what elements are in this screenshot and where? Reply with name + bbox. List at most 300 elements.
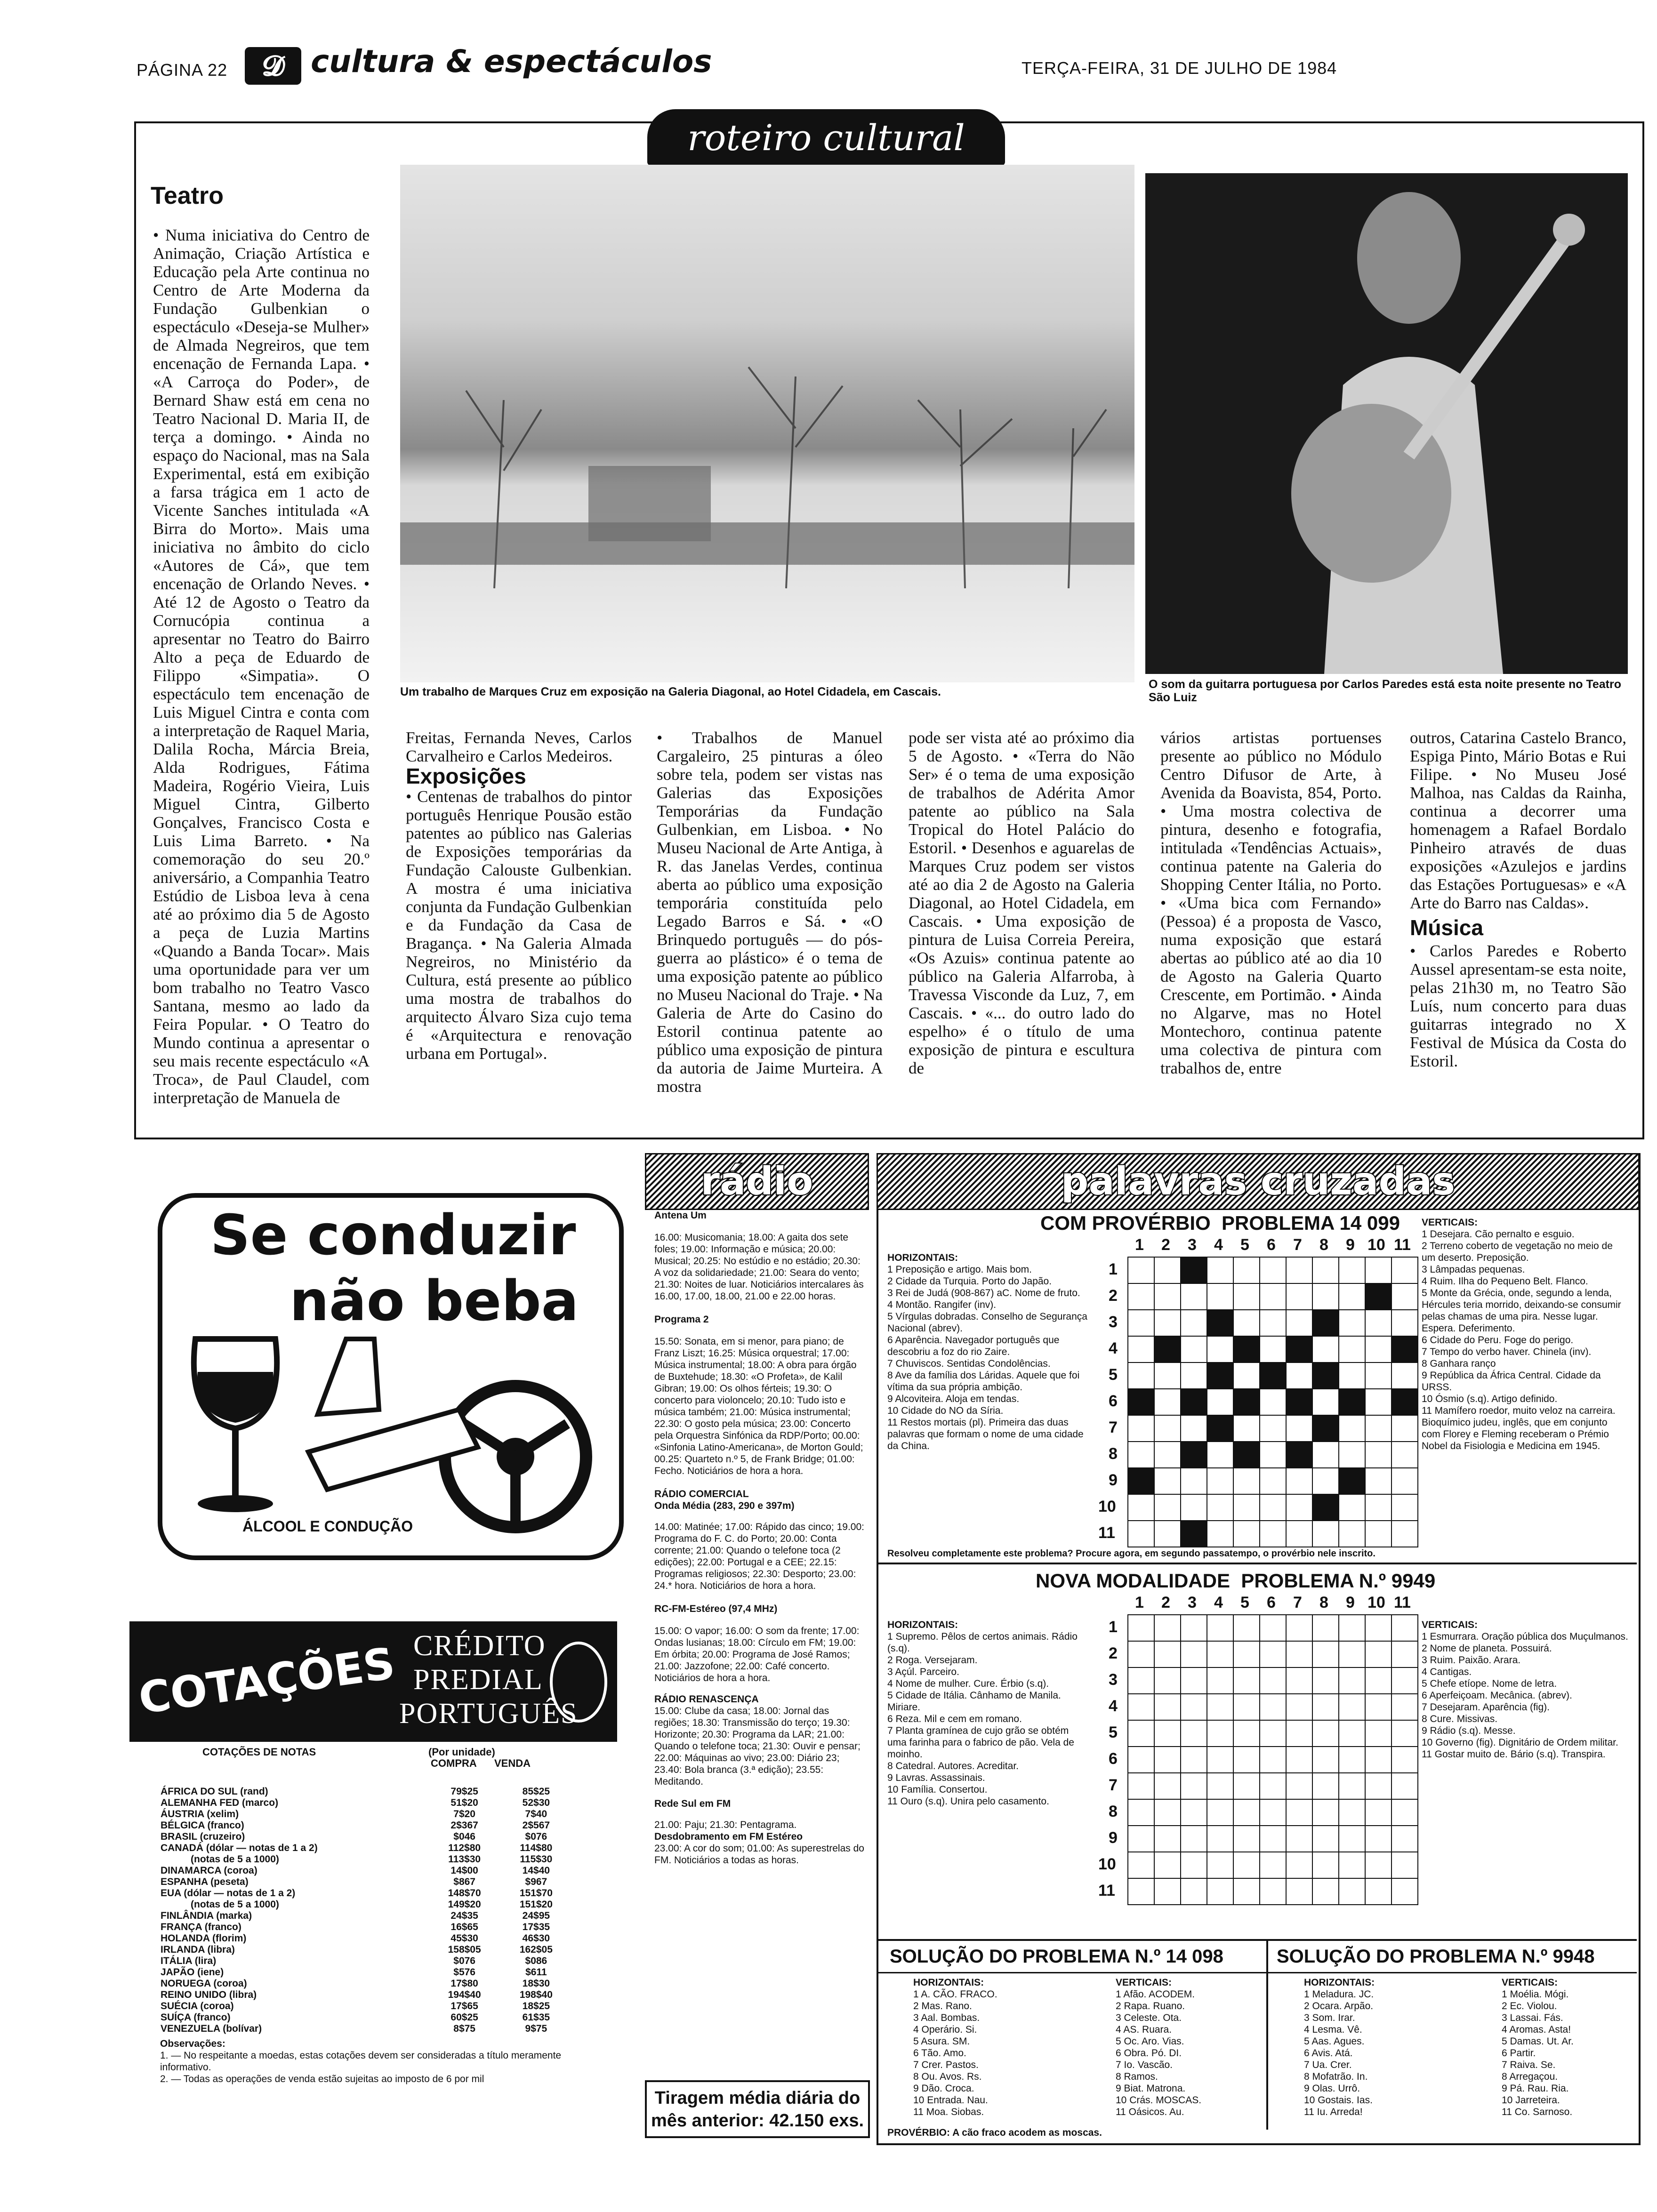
crossword-cell[interactable] — [1312, 1468, 1339, 1494]
crossword-cell[interactable] — [1365, 1878, 1392, 1905]
crossword-cell[interactable] — [1233, 1310, 1260, 1336]
crossword-cell[interactable] — [1181, 1389, 1207, 1415]
crossword-cell[interactable] — [1233, 1641, 1260, 1667]
crossword-cell[interactable] — [1286, 1799, 1312, 1826]
crossword-cell[interactable] — [1365, 1283, 1392, 1310]
roteiro-column-4 — [909, 729, 1134, 1105]
crossword-cell[interactable] — [1392, 1773, 1418, 1799]
crossword-cell[interactable] — [1154, 1773, 1181, 1799]
clue-item: 10 Crás. MOSCAS. — [1116, 2095, 1202, 2106]
crossword-cell[interactable] — [1260, 1494, 1286, 1521]
crossword-cell[interactable] — [1207, 1720, 1233, 1747]
radio-banner — [645, 1153, 869, 1210]
crossword-cell[interactable] — [1207, 1773, 1233, 1799]
grid-column-number: 7 — [1293, 1594, 1302, 1611]
crossword-cell[interactable] — [1392, 1694, 1418, 1720]
crossword-cell[interactable] — [1339, 1442, 1365, 1468]
crossword-cell[interactable] — [1154, 1389, 1181, 1415]
crossword-cell[interactable] — [1392, 1257, 1418, 1283]
crossword-cell[interactable] — [1207, 1521, 1233, 1547]
crossword-cell[interactable] — [1154, 1468, 1181, 1494]
crossword-cell[interactable] — [1233, 1694, 1260, 1720]
crossword-cell[interactable] — [1233, 1389, 1260, 1415]
crossword-cell[interactable] — [1365, 1257, 1392, 1283]
crossword-cell[interactable] — [1312, 1720, 1339, 1747]
drink-drive-ad — [158, 1193, 624, 1560]
crossword-cell[interactable] — [1339, 1521, 1365, 1547]
crossword-cell[interactable] — [1181, 1773, 1207, 1799]
crossword-cell[interactable] — [1154, 1878, 1181, 1905]
crossword-cell[interactable] — [1365, 1442, 1392, 1468]
crossword-cell[interactable] — [1312, 1799, 1339, 1826]
crossword-cell[interactable] — [1312, 1667, 1339, 1694]
crossword-cell[interactable] — [1128, 1615, 1154, 1641]
crossword-cell[interactable] — [1154, 1362, 1181, 1389]
crossword-cell[interactable] — [1339, 1694, 1365, 1720]
crossword-cell[interactable] — [1181, 1826, 1207, 1852]
crossword-cell[interactable] — [1128, 1310, 1154, 1336]
notes-heading: Observações: — [160, 2038, 225, 2049]
roteiro-column-3 — [657, 729, 883, 1105]
clue-item: 11 Gostar muito de. Bário (s.q). Transpira. — [1422, 1749, 1606, 1760]
crossword-cell[interactable] — [1312, 1641, 1339, 1667]
grid-row-number: 3 — [1109, 1313, 1118, 1331]
crossword-cell[interactable] — [1233, 1336, 1260, 1362]
crossword-cell[interactable] — [1312, 1773, 1339, 1799]
crossword-cell[interactable] — [1312, 1615, 1339, 1641]
crossword-cell[interactable] — [1260, 1310, 1286, 1336]
crossword-cell[interactable] — [1181, 1310, 1207, 1336]
crossword-cell[interactable] — [1260, 1773, 1286, 1799]
crossword-cell[interactable] — [1128, 1773, 1154, 1799]
rate-row — [158, 1956, 572, 1967]
crossword-cell[interactable] — [1128, 1415, 1154, 1442]
crossword-cell[interactable] — [1339, 1667, 1365, 1694]
bank-name-3: PORTUGUÊS — [399, 1698, 578, 1730]
crossword-cell[interactable] — [1233, 1257, 1260, 1283]
crossword-cell[interactable] — [1260, 1641, 1286, 1667]
currency-name: CANADÁ (dólar — notas de 1 a 2) — [161, 1843, 318, 1853]
crossword-cell[interactable] — [1392, 1442, 1418, 1468]
crossword-cell[interactable] — [1260, 1389, 1286, 1415]
crossword-cell[interactable] — [1154, 1521, 1181, 1547]
crossword-cell[interactable] — [1207, 1310, 1233, 1336]
crossword-cell[interactable] — [1339, 1878, 1365, 1905]
p1-h-heading: HORIZONTAIS: — [887, 1252, 958, 1263]
clue-item: 5 Oc. Aro. Vias. — [1116, 2036, 1184, 2047]
crossword-cell[interactable] — [1339, 1615, 1365, 1641]
crossword-cell[interactable] — [1233, 1747, 1260, 1773]
crossword-cell[interactable] — [1286, 1694, 1312, 1720]
exposicoes-heading: Exposições — [406, 764, 526, 788]
crossword-cell[interactable] — [1392, 1641, 1418, 1667]
crossword-cell[interactable] — [1365, 1720, 1392, 1747]
clue-item: 4 Ruim. Ilha do Pequeno Belt. Flanco. — [1422, 1276, 1588, 1287]
crossword-cell[interactable] — [1286, 1310, 1312, 1336]
crossword-cell[interactable] — [1154, 1826, 1181, 1852]
crossword-cell[interactable] — [1365, 1747, 1392, 1773]
crossword-cell[interactable] — [1339, 1494, 1365, 1521]
crossword-cell[interactable] — [1181, 1694, 1207, 1720]
clue-item: 7 Planta gramínea de cujo grão se obtém uma farinha para o fabrico de pão. Vela de moinho. — [887, 1725, 1074, 1760]
crossword-cell[interactable] — [1181, 1641, 1207, 1667]
grid-column-number: 9 — [1346, 1594, 1355, 1611]
crossword-cell[interactable] — [1286, 1641, 1312, 1667]
crossword-cell[interactable] — [1392, 1852, 1418, 1878]
grid-column-number: 11 — [1394, 1594, 1411, 1611]
crossword-cell[interactable] — [1128, 1442, 1154, 1468]
crossword-cell[interactable] — [1365, 1389, 1392, 1415]
crossword-cell[interactable] — [1154, 1257, 1181, 1283]
cotacoes-notes — [160, 2038, 603, 2085]
crossword-cell[interactable] — [1154, 1641, 1181, 1667]
crossword-cell[interactable] — [1207, 1826, 1233, 1852]
crossword-cell[interactable] — [1207, 1442, 1233, 1468]
crossword-cell[interactable] — [1128, 1362, 1154, 1389]
crossword-cell[interactable] — [1154, 1442, 1181, 1468]
crossword-cell[interactable] — [1286, 1494, 1312, 1521]
sell-rate: $967 — [525, 1876, 547, 1887]
cotacoes-title: COTAÇÕES — [136, 1638, 398, 1724]
crossword-cell[interactable] — [1207, 1878, 1233, 1905]
crossword-cell[interactable] — [1233, 1773, 1260, 1799]
crossword-cell[interactable] — [1392, 1389, 1418, 1415]
crossword-cell[interactable] — [1339, 1468, 1365, 1494]
crossword-cell[interactable] — [1128, 1283, 1154, 1310]
crossword-cell[interactable] — [1286, 1415, 1312, 1442]
crossword-cell[interactable] — [1128, 1826, 1154, 1852]
crossword-cell[interactable] — [1181, 1415, 1207, 1442]
crossword-cell[interactable] — [1312, 1494, 1339, 1521]
crossword-cell[interactable] — [1286, 1283, 1312, 1310]
crossword-cell[interactable] — [1260, 1336, 1286, 1362]
crossword-cell[interactable] — [1233, 1667, 1260, 1694]
crossword-cell[interactable] — [1181, 1521, 1207, 1547]
crossword-cell[interactable] — [1207, 1362, 1233, 1389]
crossword-cell[interactable] — [1392, 1362, 1418, 1389]
crossword-cell[interactable] — [1286, 1362, 1312, 1389]
clue-item: 6 Aperfeiçoam. Mecânica. (abrev). — [1422, 1690, 1572, 1701]
currency-name: ALEMANHA FED (marco) — [161, 1797, 279, 1808]
crossword-cell[interactable] — [1207, 1283, 1233, 1310]
rate-row — [158, 1989, 572, 2001]
crossword-cell[interactable] — [1233, 1362, 1260, 1389]
currency-name: JAPÃO (iene) — [161, 1967, 224, 1978]
crossword-cell[interactable] — [1181, 1468, 1207, 1494]
crossword-cell[interactable] — [1339, 1641, 1365, 1667]
crossword-cell[interactable] — [1260, 1257, 1286, 1283]
clue-item: 1 Esmurrara. Oração pública dos Muçulmanos. — [1422, 1631, 1628, 1642]
crossword-cell[interactable] — [1339, 1389, 1365, 1415]
crossword-cell[interactable] — [1181, 1257, 1207, 1283]
crossword-cell[interactable] — [1339, 1283, 1365, 1310]
grid-row-number: 5 — [1109, 1366, 1118, 1384]
crossword-cell[interactable] — [1286, 1442, 1312, 1468]
proverbio: PROVÉRBIO: A cão fraco acodem as moscas. — [887, 2127, 1102, 2138]
crossword-grid-2[interactable] — [1127, 1614, 1418, 1905]
crossword-cell[interactable] — [1260, 1415, 1286, 1442]
crossword-cell[interactable] — [1128, 1694, 1154, 1720]
crossword-cell[interactable] — [1392, 1799, 1418, 1826]
crossword-cell[interactable] — [1128, 1667, 1154, 1694]
crossword-cell[interactable] — [1128, 1257, 1154, 1283]
crossword-cell[interactable] — [1181, 1799, 1207, 1826]
crossword-cell[interactable] — [1365, 1641, 1392, 1667]
crossword-cell[interactable] — [1233, 1878, 1260, 1905]
crossword-cell[interactable] — [1181, 1747, 1207, 1773]
crossword-cell[interactable] — [1260, 1468, 1286, 1494]
crossword-cell[interactable] — [1365, 1362, 1392, 1389]
crossword-cell[interactable] — [1128, 1494, 1154, 1521]
crossword-cell[interactable] — [1392, 1747, 1418, 1773]
crossword-cell[interactable] — [1392, 1468, 1418, 1494]
crossword-cell[interactable] — [1154, 1336, 1181, 1362]
crossword-cell[interactable] — [1339, 1415, 1365, 1442]
crossword-cell[interactable] — [1128, 1336, 1154, 1362]
p2-h-heading: HORIZONTAIS: — [887, 1619, 958, 1630]
buy-rate: $867 — [453, 1876, 475, 1887]
crossword-cell[interactable] — [1312, 1389, 1339, 1415]
crossword-cell[interactable] — [1181, 1667, 1207, 1694]
crossword-cell[interactable] — [1365, 1494, 1392, 1521]
clue-item: 10 Ósmio (s.q). Artigo definido. — [1422, 1394, 1558, 1404]
rs-text: 21.00: Paju; 21.30: Pentagrama. — [654, 1819, 797, 1830]
crossword-cell[interactable] — [1181, 1283, 1207, 1310]
crossword-cell[interactable] — [1181, 1362, 1207, 1389]
crossword-cell[interactable] — [1207, 1415, 1233, 1442]
crossword-cell[interactable] — [1207, 1615, 1233, 1641]
crossword-cell[interactable] — [1154, 1720, 1181, 1747]
crossword-cell[interactable] — [1207, 1799, 1233, 1826]
clue-item: 10 Jarreteira. — [1502, 2095, 1560, 2106]
crossword-cell[interactable] — [1154, 1494, 1181, 1521]
crossword-cell[interactable] — [1339, 1336, 1365, 1362]
crossword-cell[interactable] — [1286, 1720, 1312, 1747]
rate-row — [158, 1876, 572, 1888]
crossword-cell[interactable] — [1260, 1747, 1286, 1773]
crossword-cell[interactable] — [1339, 1852, 1365, 1878]
crossword-cell[interactable] — [1312, 1521, 1339, 1547]
crossword-cell[interactable] — [1260, 1852, 1286, 1878]
crossword-cell[interactable] — [1154, 1615, 1181, 1641]
grid-row-number: 1 — [1109, 1618, 1118, 1636]
crossword-cell[interactable] — [1339, 1362, 1365, 1389]
crossword-cell[interactable] — [1260, 1826, 1286, 1852]
crossword-cell[interactable] — [1128, 1878, 1154, 1905]
clue-item: 1 Meladura. JC. — [1304, 1989, 1374, 2000]
crossword-cell[interactable] — [1392, 1310, 1418, 1336]
crossword-cell[interactable] — [1312, 1415, 1339, 1442]
crossword-cell[interactable] — [1286, 1521, 1312, 1547]
crossword-cell[interactable] — [1181, 1615, 1207, 1641]
crossword-cell[interactable] — [1365, 1310, 1392, 1336]
crossword-cell[interactable] — [1260, 1694, 1286, 1720]
crossword-cell[interactable] — [1365, 1694, 1392, 1720]
crossword-cell[interactable] — [1233, 1468, 1260, 1494]
crossword-cell[interactable] — [1128, 1799, 1154, 1826]
crossword-cell[interactable] — [1207, 1257, 1233, 1283]
crossword-cell[interactable] — [1365, 1799, 1392, 1826]
crossword-cell[interactable] — [1233, 1826, 1260, 1852]
crossword-cell[interactable] — [1339, 1310, 1365, 1336]
crossword-cell[interactable] — [1260, 1720, 1286, 1747]
crossword-cell[interactable] — [1233, 1521, 1260, 1547]
crossword-cell[interactable] — [1286, 1852, 1312, 1878]
crossword-cell[interactable] — [1154, 1799, 1181, 1826]
crossword-cell[interactable] — [1207, 1747, 1233, 1773]
crossword-cell[interactable] — [1286, 1773, 1312, 1799]
bank-logo-icon — [550, 1642, 607, 1723]
crossword-cell[interactable] — [1312, 1362, 1339, 1389]
crossword-cell[interactable] — [1260, 1283, 1286, 1310]
crossword-cell[interactable] — [1312, 1257, 1339, 1283]
buy-rate: 8$75 — [453, 2023, 475, 2034]
crossword-cell[interactable] — [1339, 1826, 1365, 1852]
crossword-cell[interactable] — [1392, 1494, 1418, 1521]
crossword-cell[interactable] — [1339, 1720, 1365, 1747]
crossword-cell[interactable] — [1207, 1641, 1233, 1667]
crossword-cell[interactable] — [1365, 1773, 1392, 1799]
crossword-cell[interactable] — [1154, 1415, 1181, 1442]
crossword-cell[interactable] — [1181, 1336, 1207, 1362]
crossword-cell[interactable] — [1286, 1826, 1312, 1852]
crossword-cell[interactable] — [1392, 1878, 1418, 1905]
crossword-cell[interactable] — [1260, 1667, 1286, 1694]
crossword-cell[interactable] — [1392, 1615, 1418, 1641]
crossword-cell[interactable] — [1128, 1747, 1154, 1773]
clue-item: 9 Pá. Rau. Ria. — [1502, 2083, 1569, 2094]
crossword-cell[interactable] — [1154, 1283, 1181, 1310]
crossword-cell[interactable] — [1312, 1826, 1339, 1852]
crossword-cell[interactable] — [1392, 1521, 1418, 1547]
crossword-cell[interactable] — [1312, 1878, 1339, 1905]
crossword-cell[interactable] — [1312, 1852, 1339, 1878]
crossword-cell[interactable] — [1339, 1747, 1365, 1773]
prog2-text: 15.50: Sonata, em si menor, para piano; de Franz Liszt; 16.25: Música orquestral; 17.00: Música instrumental; 18.00: A obra para órgão de Buxtehude; 18.30: «O Profeta», de Kalil Gibran; 19.00: Os olhos férteis; 19.30: O concerto para violoncelo; 20.10: Tudo isto e música também; 21.00: Música instrumental; 22.30: O gosto pela música; 23.00: Concerto pela Orquestra Sinfónica da RDP/Porto; 00.00: «Sinfonia Latino-Americana», de Morton Gould; 00.25: Quarteto n.º 5, de Frank Bridge; 01.00: Fecho. Noticiários de hora a hora. — [654, 1336, 863, 1476]
crossword-cell[interactable] — [1181, 1852, 1207, 1878]
crossword-cell[interactable] — [1128, 1720, 1154, 1747]
crossword-cell[interactable] — [1207, 1694, 1233, 1720]
crossword-cell[interactable] — [1339, 1799, 1365, 1826]
crossword-cell[interactable] — [1286, 1468, 1312, 1494]
crossword-cell[interactable] — [1365, 1826, 1392, 1852]
crossword-cell[interactable] — [1286, 1257, 1312, 1283]
crossword-cell[interactable] — [1128, 1641, 1154, 1667]
crossword-cell[interactable] — [1207, 1494, 1233, 1521]
crossword-cell[interactable] — [1365, 1468, 1392, 1494]
crossword-cell[interactable] — [1392, 1283, 1418, 1310]
crossword-cell[interactable] — [1260, 1362, 1286, 1389]
grid-column-number: 5 — [1240, 1594, 1249, 1611]
rate-row — [158, 1843, 572, 1854]
crossword-cell[interactable] — [1260, 1521, 1286, 1547]
crossword-cell[interactable] — [1154, 1747, 1181, 1773]
crossword-cell[interactable] — [1154, 1852, 1181, 1878]
crossword-cell[interactable] — [1181, 1878, 1207, 1905]
crossword-cell[interactable] — [1181, 1720, 1207, 1747]
crossword-cell[interactable] — [1207, 1389, 1233, 1415]
crossword-cell[interactable] — [1128, 1521, 1154, 1547]
crossword-cell[interactable] — [1233, 1799, 1260, 1826]
crossword-cell[interactable] — [1233, 1283, 1260, 1310]
crossword-cell[interactable] — [1392, 1826, 1418, 1852]
crossword-cell[interactable] — [1312, 1336, 1339, 1362]
currency-name: IRLANDA (libra) — [161, 1944, 235, 1955]
crossword-cell[interactable] — [1339, 1257, 1365, 1283]
crossword-cell[interactable] — [1365, 1415, 1392, 1442]
crossword-cell[interactable] — [1392, 1336, 1418, 1362]
problem2-title: NOVA MODALIDADE PROBLEMA N.º 9949 — [1036, 1570, 1436, 1592]
rate-row — [158, 1865, 572, 1876]
crossword-cell[interactable] — [1128, 1389, 1154, 1415]
crossword-cell[interactable] — [1312, 1694, 1339, 1720]
crossword-cell[interactable] — [1233, 1415, 1260, 1442]
crossword-cell[interactable] — [1286, 1615, 1312, 1641]
crossword-cell[interactable] — [1233, 1720, 1260, 1747]
grid-row-number: 4 — [1109, 1697, 1118, 1715]
crossword-cell[interactable] — [1128, 1852, 1154, 1878]
musica-heading: Música — [1410, 915, 1483, 940]
crossword-cell[interactable] — [1207, 1667, 1233, 1694]
sol2-v-heading: VERTICAIS: — [1502, 1977, 1558, 1988]
crossword-cell[interactable] — [1339, 1773, 1365, 1799]
crossword-cell[interactable] — [1260, 1878, 1286, 1905]
crossword-cell[interactable] — [1392, 1720, 1418, 1747]
crossword-cell[interactable] — [1312, 1283, 1339, 1310]
crossword-cell[interactable] — [1365, 1667, 1392, 1694]
crossword-cell[interactable] — [1154, 1310, 1181, 1336]
crossword-cell[interactable] — [1260, 1799, 1286, 1826]
rr-text: 15.00: Clube da casa; 18.00: Jornal das regiões; 18.30: Transmissão do terço; 19.30: Horizonte; 20.30: Programa da LAR; 21.00: Quando o telefone toca; 21.30: Ouvir e pensar; 22.00: Máquinas ao vivo; 23.00: Diário 23; 23.40: Bola branca (3.ª edição); 23.55: Meditando. — [654, 1706, 861, 1787]
crossword-cell[interactable] — [1365, 1852, 1392, 1878]
crossword-cell[interactable] — [1365, 1336, 1392, 1362]
crossword-cell[interactable] — [1207, 1468, 1233, 1494]
crossword-cell[interactable] — [1207, 1852, 1233, 1878]
crossword-cell[interactable] — [1286, 1336, 1312, 1362]
grid-column-number: 4 — [1214, 1594, 1223, 1611]
crossword-cell[interactable] — [1312, 1310, 1339, 1336]
crossword-cell[interactable] — [1154, 1694, 1181, 1720]
crossword-cell[interactable] — [1233, 1615, 1260, 1641]
rate-row — [158, 1854, 572, 1865]
crossword-cell[interactable] — [1181, 1494, 1207, 1521]
crossword-cell[interactable] — [1392, 1415, 1418, 1442]
crosswords-divider-1 — [877, 1563, 1637, 1564]
crossword-cell[interactable] — [1365, 1615, 1392, 1641]
crossword-grid-1[interactable] — [1127, 1257, 1418, 1547]
clue-item: 4 AS. Ruara. — [1116, 2024, 1172, 2035]
clue-item: 4 Operário. Si. — [913, 2024, 977, 2035]
crossword-cell[interactable] — [1392, 1667, 1418, 1694]
crossword-cell[interactable] — [1286, 1667, 1312, 1694]
crossword-cell[interactable] — [1154, 1667, 1181, 1694]
crossword-cell[interactable] — [1233, 1442, 1260, 1468]
crossword-cell[interactable] — [1233, 1852, 1260, 1878]
crossword-cell[interactable] — [1286, 1389, 1312, 1415]
crossword-cell[interactable] — [1128, 1468, 1154, 1494]
crossword-cell[interactable] — [1233, 1494, 1260, 1521]
crossword-cell[interactable] — [1260, 1442, 1286, 1468]
crossword-cell[interactable] — [1312, 1747, 1339, 1773]
crossword-cell[interactable] — [1207, 1336, 1233, 1362]
crossword-cell[interactable] — [1312, 1442, 1339, 1468]
crossword-cell[interactable] — [1260, 1615, 1286, 1641]
crossword-cell[interactable] — [1365, 1521, 1392, 1547]
crossword-cell[interactable] — [1181, 1442, 1207, 1468]
sell-rate: 162$05 — [519, 1944, 553, 1955]
crossword-cell[interactable] — [1286, 1878, 1312, 1905]
crossword-cell[interactable] — [1286, 1747, 1312, 1773]
